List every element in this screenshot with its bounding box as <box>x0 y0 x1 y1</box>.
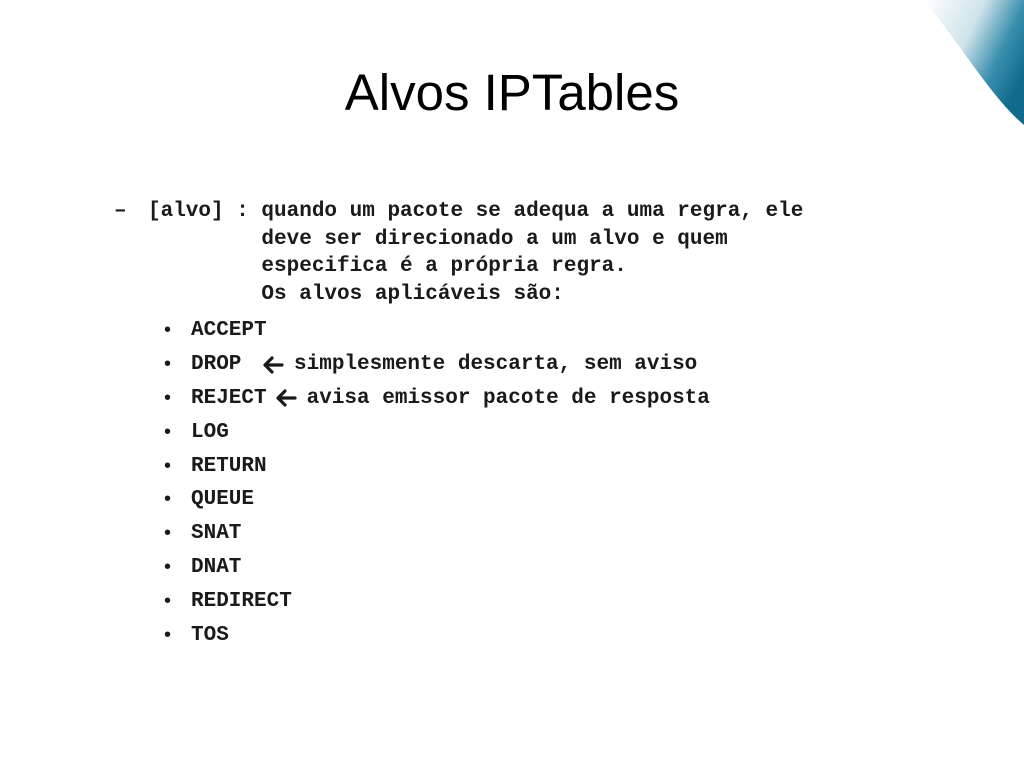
target-name: DNAT <box>191 555 242 579</box>
intro-line: quando um pacote se adequa a uma regra, ele <box>261 200 804 223</box>
target-name: LOG <box>191 420 229 444</box>
bullet-icon: • <box>164 623 172 646</box>
arrow-left-icon <box>275 389 297 407</box>
target-item-snat <box>164 517 994 551</box>
intro-line: especifica é a própria regra. <box>261 255 627 278</box>
target-item-dnat <box>164 551 994 585</box>
bullet-icon: • <box>164 353 172 376</box>
arrow-left-icon <box>262 356 284 374</box>
target-name: ACCEPT <box>191 319 267 343</box>
intro-term: [alvo] : <box>148 200 262 223</box>
target-item-drop <box>164 348 994 382</box>
bullet-icon: • <box>164 454 172 477</box>
bullet-icon: • <box>164 555 172 578</box>
bullet-icon: • <box>164 319 172 342</box>
intro-line: Os alvos aplicáveis são: <box>261 282 564 306</box>
targets-list <box>114 314 994 652</box>
target-name: SNAT <box>191 522 242 546</box>
target-item-reject <box>164 382 994 416</box>
target-item-redirect <box>164 584 994 618</box>
bullet-icon: • <box>164 522 172 545</box>
target-item-queue <box>164 483 994 517</box>
target-name: QUEUE <box>191 488 255 512</box>
intro-line: deve ser direcionado a um alvo e quem <box>261 227 728 251</box>
target-name: DROP <box>191 353 255 377</box>
target-note: avisa emissor pacote de resposta <box>306 386 710 410</box>
target-item-accept <box>164 314 994 348</box>
bullet-icon: • <box>164 589 172 612</box>
target-name: RETURN <box>191 454 267 478</box>
bullet-icon: • <box>164 386 172 409</box>
target-item-tos <box>164 618 994 652</box>
slide-body <box>114 198 994 652</box>
bullet-icon: • <box>164 488 172 511</box>
target-note: simplesmente descarta, sem aviso <box>294 353 698 377</box>
bullet-icon: • <box>164 420 172 443</box>
target-name: TOS <box>191 623 229 647</box>
slide-title: Alvos IPTables <box>344 64 680 121</box>
target-item-return <box>164 449 994 483</box>
intro-paragraph <box>114 198 994 308</box>
dash-marker: – <box>114 200 127 223</box>
target-name: REJECT <box>191 386 267 410</box>
target-item-log <box>164 415 994 449</box>
target-name: REDIRECT <box>191 589 292 613</box>
intro-description <box>261 198 803 308</box>
